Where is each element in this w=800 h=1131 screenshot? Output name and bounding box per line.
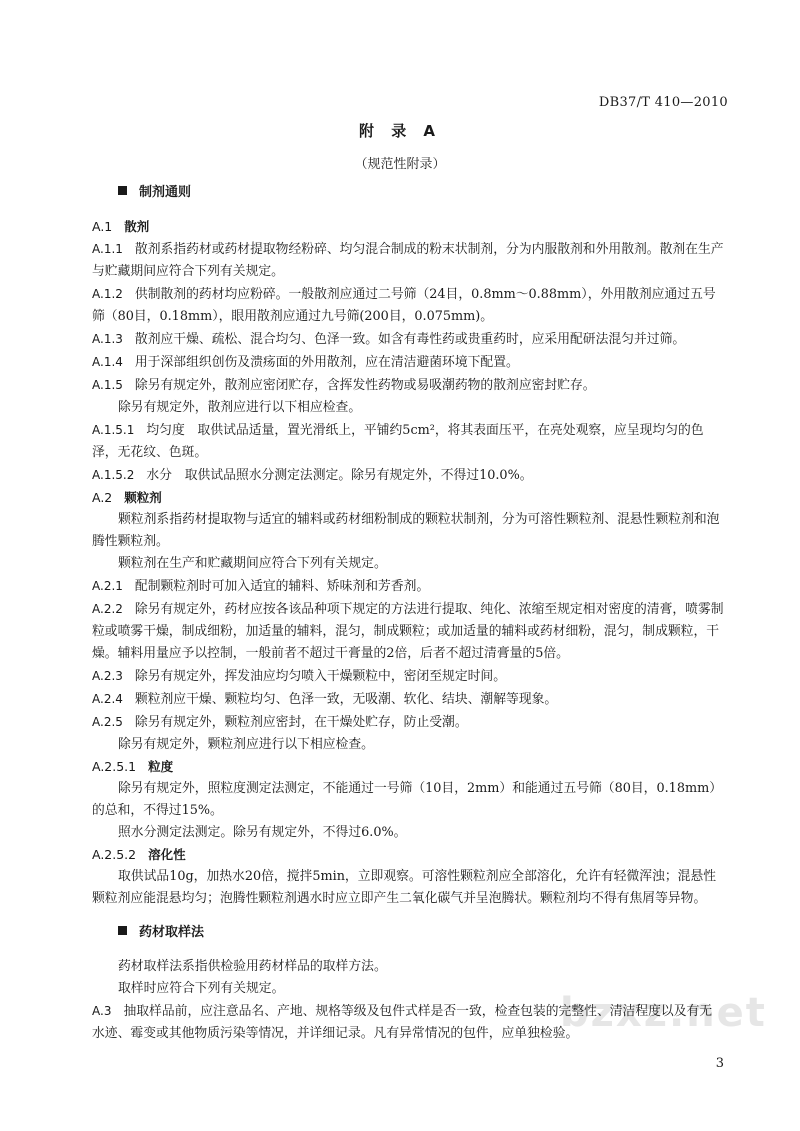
clause-paragraph: A.1.4 用于深部组织创伤及溃疡面的外用散剂，应在清洁避菌环境下配置。 <box>92 355 519 370</box>
document-body <box>92 182 724 1045</box>
body-paragraph: 取样时应符合下列有关规定。 <box>118 981 285 996</box>
clause-paragraph: A.1.5.2 水分 取供试品照水分测定法测定。除另有规定外，不得过10.0%。 <box>92 468 533 483</box>
body-paragraph: 颗粒剂系指药材提取物与适宜的辅料或药材细粉制成的颗粒状制剂，分为可溶性颗粒剂、混悬性颗粒剂和泡腾性颗粒剂。 <box>92 512 720 549</box>
clause-paragraph: A.1.3 散剂应干燥、疏松、混合均匀、色泽一致。如含有毒性药或贵重药时，应采用配研法混匀并过筛。 <box>92 332 686 347</box>
section-heading: 制剂通则 <box>92 182 724 204</box>
clause-heading: A.2 颗粒剂 <box>92 490 162 505</box>
standard-code: DB37/T 410—2010 <box>598 95 728 110</box>
square-bullet-icon <box>118 926 127 935</box>
clause-paragraph: A.1.2 供制散剂的药材均应粉碎。一般散剂应通过二号筛（24目，0.8mm～0.88mm），外用散剂应通过五号筛（80目，0.18mm），眼用散剂应通过九号筛(200目，0.075mm)。 <box>92 287 716 324</box>
square-bullet-icon <box>118 186 127 195</box>
clause-paragraph: A.1.1 散剂系指药材或药材提取物经粉碎、均匀混合制成的粉末状制剂，分为内服散剂和外用散剂。散剂在生产与贮藏期间应符合下列有关规定。 <box>92 242 724 279</box>
clause-paragraph: A.1.5 除另有规定外，散剂应密闭贮存，含挥发性药物或易吸潮药物的散剂应密封贮存。 <box>92 378 596 393</box>
clause-paragraph: A.2.5 除另有规定外，颗粒剂应密封，在干燥处贮存，防止受潮。 <box>92 715 468 730</box>
body-paragraph: 除另有规定外，颗粒剂应进行以下相应检查。 <box>118 737 374 752</box>
clause-paragraph: A.1.5.1 均匀度 取供试品适量，置光滑纸上，平铺约5cm²，将其表面压平，在亮处观察，应呈现均匀的色泽，无花纹、色斑。 <box>92 423 704 460</box>
watermark: bzxz.net <box>560 990 767 1036</box>
body-paragraph: 颗粒剂在生产和贮藏期间应符合下列有关规定。 <box>118 556 387 571</box>
clause-paragraph: A.2.1 配制颗粒剂时可加入适宜的辅料、矫味剂和芳香剂。 <box>92 579 430 594</box>
clause-paragraph: A.3 抽取样品前，应注意品名、产地、规格等级及包件式样是否一致，检查包装的完整性、清洁程度以及有无水迹、霉变或其他物质污染等情况，并详细记录。凡有异常情况的包件，应单独检验。 <box>92 1004 713 1041</box>
body-paragraph: 照水分测定法测定。除另有规定外，不得过6.0%。 <box>118 825 407 840</box>
page-number: 3 <box>715 1056 724 1071</box>
body-paragraph: 除另有规定外，散剂应进行以下相应检查。 <box>118 400 362 415</box>
clause-heading: A.2.5.1 粒度 <box>92 759 174 774</box>
body-paragraph: 药材取样法系指供检验用药材样品的取样方法。 <box>118 959 387 974</box>
clause-heading: A.1 散剂 <box>92 219 150 234</box>
clause-paragraph: A.2.2 除另有规定外，药材应按各该品种项下规定的方法进行提取、纯化、浓缩至规定相对密度的清膏，喷雾制粒或喷雾干燥，制成细粉，加适量的辅料，混匀，制成颗粒；或加适量的辅料或药材细粉，混匀，制成颗粒，干燥。辅料用量应予以控制，一般前者不超过干膏量的2倍，后者不超过清膏量的5倍。 <box>92 602 724 661</box>
section-heading: 药材取样法 <box>92 922 724 944</box>
clause-paragraph: A.2.4 颗粒剂应干燥、颗粒均匀、色泽一致，无吸潮、软化、结块、潮解等现象。 <box>92 692 558 707</box>
annex-subtitle: （规范性附录） <box>354 157 446 172</box>
body-paragraph: 除另有规定外，照粒度测定法测定，不能通过一号筛（10目，2mm）和能通过五号筛（80目，0.18mm）的总和，不得过15%。 <box>92 781 723 818</box>
annex-title: 附 录 A <box>358 122 442 140</box>
clause-paragraph: A.2.3 除另有规定外，挥发油应均匀喷入干燥颗粒中，密闭至规定时间。 <box>92 669 507 684</box>
body-paragraph: 取供试品10g，加热水20倍，搅拌5min，立即观察。可溶性颗粒剂应全部溶化，允许有轻微浑浊；混悬性颗粒剂应能混悬均匀；泡腾性颗粒剂遇水时应立即产生二氧化碳气并呈泡腾状。颗粒剂均不得有焦屑等异物。 <box>92 869 717 906</box>
clause-heading: A.2.5.2 溶化性 <box>92 847 186 862</box>
